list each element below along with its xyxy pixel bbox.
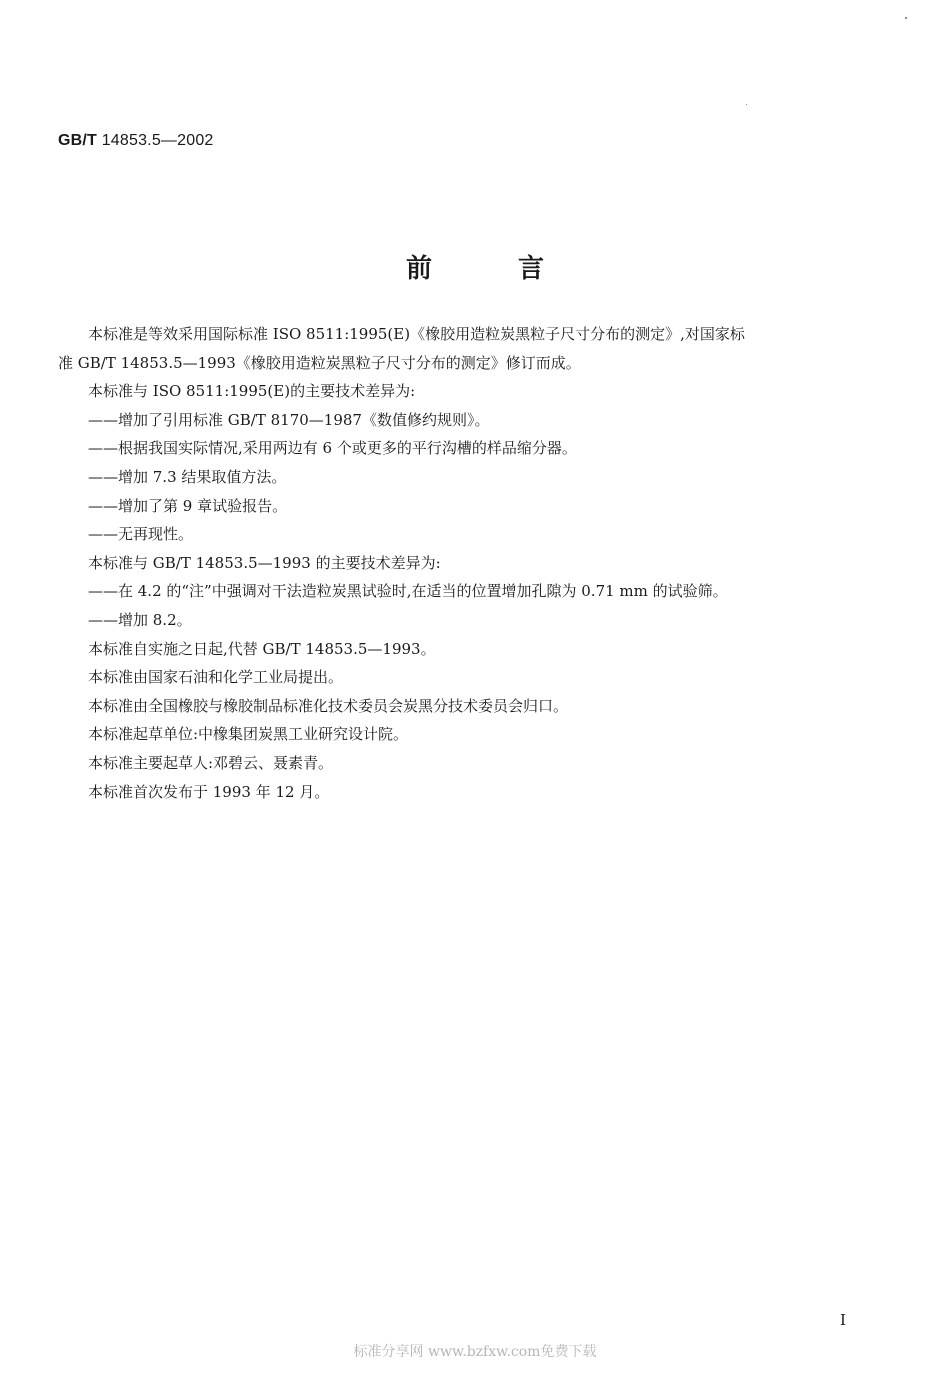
paragraph: 本标准自实施之日起,代替 GB/T 14853.5—1993。: [88, 639, 436, 658]
document-code: [58, 132, 214, 150]
paragraph: 本标准首次发布于 1993 年 12 月。: [88, 782, 330, 801]
list-item: ——无再现性。: [88, 525, 194, 544]
scan-speck: [746, 104, 747, 105]
document-code-prefix: GB/T: [58, 132, 98, 149]
watermark: 标准分享网 www.bzfxw.com免费下载: [353, 1344, 597, 1360]
paragraph: 本标准与 GB/T 14853.5—1993 的主要技术差异为:: [88, 553, 441, 572]
paragraph: 本标准主要起草人:邓碧云、聂素青。: [88, 753, 334, 772]
list-item: ——增加了引用标准 GB/T 8170—1987《数值修约规则》。: [88, 410, 490, 429]
paragraph: 本标准是等效采用国际标准 ISO 8511:1995(E)《橡胶用造粒炭黑粒子尺寸分布的测定》,对国家标: [88, 325, 745, 343]
list-item: ——增加 7.3 结果取值方法。: [88, 467, 287, 486]
paragraph: 本标准与 ISO 8511:1995(E)的主要技术差异为:: [88, 382, 416, 401]
scan-speck: [905, 17, 907, 19]
list-item: ——增加了第 9 章试验报告。: [88, 496, 288, 515]
list-item: ——根据我国实际情况,采用两边有 6 个或更多的平行沟槽的样品缩分器。: [88, 439, 577, 458]
paragraph: 本标准起草单位:中橡集团炭黑工业研究设计院。: [88, 725, 409, 744]
list-item: ——增加 8.2。: [88, 610, 192, 629]
page-title: 前言: [405, 254, 630, 284]
document-code-number: 14853.5—2002: [101, 132, 214, 149]
paragraph: 本标准由全国橡胶与橡胶制品标准化技术委员会炭黑分技术委员会归口。: [88, 696, 569, 715]
paragraph: 本标准由国家石油和化学工业局提出。: [88, 668, 344, 687]
page-number: I: [840, 1311, 846, 1329]
paragraph-continuation: 准 GB/T 14853.5—1993《橡胶用造粒炭黑粒子尺寸分布的测定》修订而成。: [58, 353, 581, 372]
list-item: ——在 4.2 的“注”中强调对干法造粒炭黑试验时,在适当的位置增加孔隙为 0.71 mm 的试验筛。: [88, 582, 728, 601]
foreword-body: [58, 320, 888, 806]
